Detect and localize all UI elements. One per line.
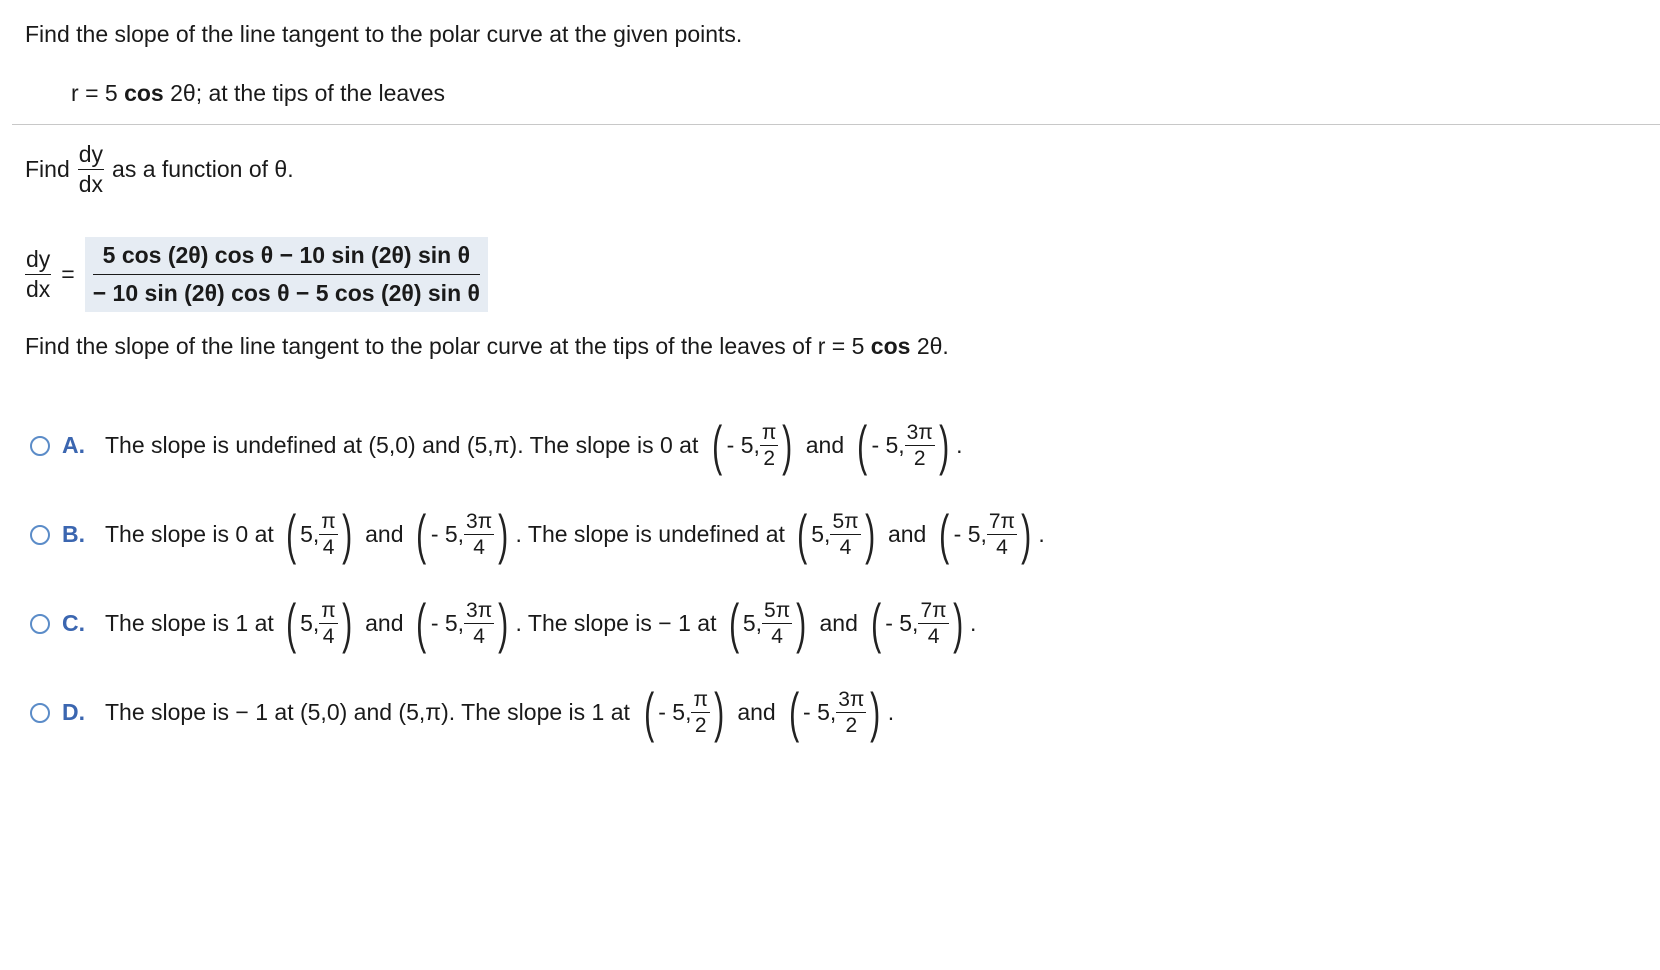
right-paren-icon: ) [864,503,875,565]
point-angle [464,600,494,647]
option-b-point1 [282,503,356,565]
option-b[interactable] [30,503,1045,565]
step1-dydx-fraction [78,143,104,196]
option-b-point4 [935,503,1035,565]
step2-text: Find the slope of the line tangent to the polar curve at the tips of the leaves of r = 5 [25,333,865,359]
option-a-point2 [853,414,953,476]
angle-num: 5π [832,510,859,533]
option-b-point3 [793,503,879,565]
left-paren-icon: ( [285,592,296,654]
right-paren-icon: ) [498,592,509,654]
angle-den: 4 [473,536,485,559]
point-angle [762,600,792,647]
given-fn: cos [124,80,164,106]
step2-tail: 2θ. [916,333,949,359]
step1-dy: dy [78,143,104,170]
left-paren-icon: ( [728,592,739,654]
point-coord: - 5, [885,610,919,636]
angle-num: 3π [466,510,493,533]
given-equation [71,80,445,107]
point-angle [760,422,779,469]
angle-den: 4 [927,625,940,648]
angle-num: 5π [764,599,791,622]
angle-num: 7π [988,510,1016,533]
point-coord: - 5, [803,699,837,725]
angle-num: 7π [920,599,947,622]
angle-den: 2 [845,714,858,737]
left-paren-icon: ( [857,414,868,476]
right-paren-icon: ) [938,414,950,476]
left-paren-icon: ( [416,592,427,654]
left-paren-icon: ( [939,503,950,565]
given-coef: 5 [104,80,118,106]
step1-find: Find [25,156,70,182]
answer-lhs-dx: dx [26,276,51,302]
right-paren-icon: ) [952,592,963,654]
option-d-and1: and [737,699,776,725]
option-b-text1: The slope is 0 at [105,521,274,547]
angle-num: 3π [838,688,865,711]
option-b-radio[interactable] [30,525,50,545]
problem-instruction: Find the slope of the line tangent to the polar curve at the given points. [25,21,743,47]
step1-dx: dx [78,171,104,197]
option-c-point3 [725,592,811,654]
point-coord: - 5, [430,610,465,636]
point-angle [836,689,866,736]
point-coord: - 5, [430,521,465,547]
step1-rest: as a function of θ. [112,156,294,182]
angle-num: π [761,421,777,444]
option-a-label: A. [62,432,85,458]
point-angle [830,511,860,558]
angle-den: 2 [694,714,707,737]
answer-lhs-dy: dy [25,248,51,275]
answer-numerator: 5 cos (2θ) cos θ − 10 sin (2θ) sin θ [93,244,480,275]
left-paren-icon: ( [285,503,296,565]
point-coord: 5, [300,610,320,636]
left-paren-icon: ( [644,681,655,743]
right-paren-icon: ) [796,592,807,654]
point-angle [319,600,338,647]
angle-den: 2 [913,447,926,470]
given-eq: = [85,80,99,106]
point-angle [987,511,1017,558]
point-coord: - 5, [953,521,987,547]
option-c-and2: and [819,610,858,636]
answer-fraction [93,244,480,305]
answer-lhs [25,248,51,301]
option-c-text2: . The slope is − 1 at [515,610,717,636]
angle-den: 4 [996,536,1008,559]
option-a[interactable] [30,414,963,476]
point-coord: - 5, [871,432,905,458]
right-paren-icon: ) [1021,503,1032,565]
option-d-radio[interactable] [30,703,50,723]
option-b-text2: . The slope is undefined at [515,521,785,547]
angle-num: π [321,599,336,622]
right-paren-icon: ) [498,503,509,565]
angle-num: 3π [906,421,933,444]
given-rest: 2θ; at the tips of the leaves [170,80,446,106]
right-paren-icon: ) [870,681,881,743]
option-c-point4 [867,592,967,654]
point-angle [691,689,710,736]
option-a-text1: The slope is undefined at (5,0) and (5,π). The slope is 0 at [105,432,699,458]
option-d-point1 [640,681,728,743]
point-angle [905,422,935,469]
angle-den: 2 [763,447,775,470]
angle-den: 4 [771,625,783,648]
option-d-text1: The slope is − 1 at (5,0) and (5,π). The slope is 1 at [105,699,630,725]
option-a-point1 [708,414,796,476]
option-b-label: B. [62,521,85,547]
point-coord: 5, [811,521,831,547]
left-paren-icon: ( [416,503,427,565]
angle-num: π [693,688,708,711]
option-c-point2 [412,592,512,654]
option-c[interactable] [30,592,977,654]
answer-box[interactable] [85,237,488,312]
option-a-end: . [956,432,963,458]
option-c-end: . [969,610,977,636]
left-paren-icon: ( [797,503,808,565]
right-paren-icon: ) [714,681,725,743]
option-c-point1 [282,592,356,654]
step2-prompt [25,333,949,360]
point-coord: - 5, [658,699,692,725]
right-paren-icon: ) [341,503,352,565]
option-c-radio[interactable] [30,614,50,634]
left-paren-icon: ( [712,414,723,476]
angle-num: 3π [466,599,493,622]
point-coord: 5, [742,610,763,636]
right-paren-icon: ) [782,414,793,476]
option-d-point2 [785,681,885,743]
angle-num: π [321,510,336,533]
angle-den: 4 [322,536,335,559]
answer-equals: = [61,261,75,287]
option-b-end: . [1038,521,1045,547]
right-paren-icon: ) [341,592,352,654]
point-coord: - 5, [726,432,760,458]
option-b-and1: and [365,521,404,547]
option-c-label: C. [62,610,85,636]
left-paren-icon: ( [788,681,799,743]
step1-prompt [25,143,294,196]
option-d[interactable] [30,681,895,743]
angle-den: 4 [839,536,852,559]
step2-fn: cos [870,333,911,359]
answer-denominator: − 10 sin (2θ) cos θ − 5 cos (2θ) sin θ [92,280,480,306]
point-angle [918,600,948,647]
option-d-label: D. [62,699,85,725]
option-b-and2: and [887,521,927,547]
option-a-and1: and [805,432,845,458]
answer-equation [25,237,488,312]
left-paren-icon: ( [871,592,882,654]
given-r: r [71,80,79,106]
option-d-end: . [887,699,895,725]
option-b-point2 [412,503,512,565]
angle-den: 4 [473,625,485,648]
option-a-radio[interactable] [30,436,50,456]
point-angle [464,511,494,558]
option-c-and1: and [365,610,404,636]
angle-den: 4 [322,625,335,648]
point-coord: 5, [300,521,320,547]
divider [12,124,1660,125]
option-c-text1: The slope is 1 at [105,610,274,636]
point-angle [319,511,338,558]
